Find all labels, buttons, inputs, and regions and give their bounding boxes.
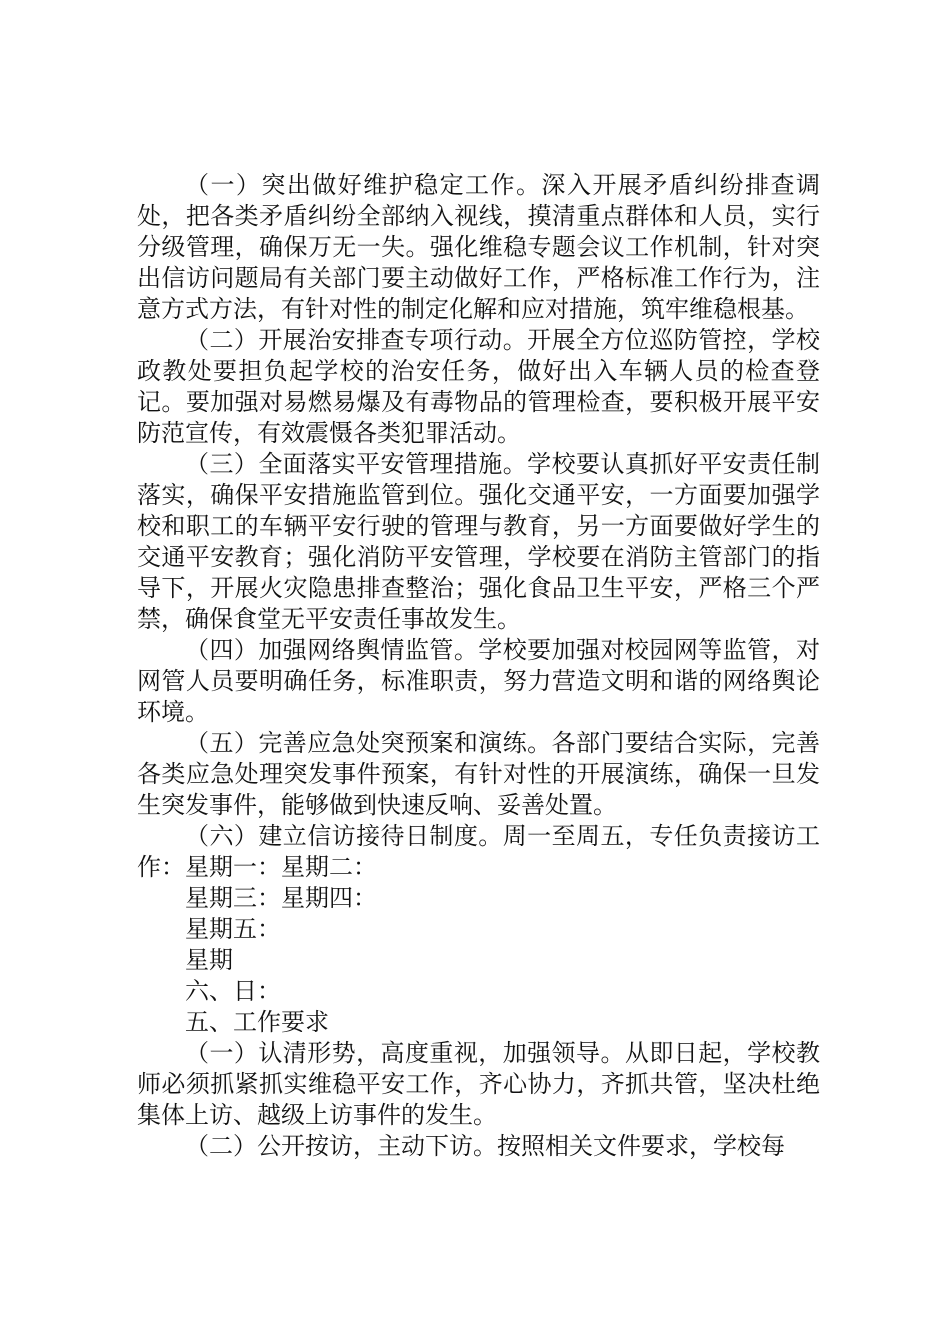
paragraph-petition-reception: （六）建立信访接待日制度。周一至周五，专任负责接访工作：星期一：星期二：	[137, 822, 820, 881]
schedule-line-fri: 星期五：	[185, 915, 281, 943]
document-body	[137, 170, 820, 1162]
paragraph-safety-measures: （三）全面落实平安管理措施。学校要认真抓好平安责任制落实，确保平安措施监管到位。强化交通平安，一方面要加强学校和职工的车辆平安行驶的管理与教育，另一方面要做好学生的交通平安教育；强化消防平安管理，学校要在消防主管部门的指导下，开展火灾隐患排查整治；强化食品卫生平安，严格三个严禁，确保食堂无平安责任事故发生。	[137, 450, 820, 633]
section-heading-work-requirements: 五、工作要求	[185, 1008, 329, 1036]
paragraph-public-security-campaign: （二）开展治安排查专项行动。开展全方位巡防管控，学校政教处要担负起学校的治安任务，做好出入车辆人员的检查登记。要加强对易燃易爆及有毒物品的管理检查，要积极开展平安防范宣传，有效震慑各类犯罪活动。	[137, 326, 820, 447]
paragraph-requirement-leadership: （一）认清形势，高度重视，加强领导。从即日起，学校教师必须抓紧抓实维稳平安工作，齐心协力，齐抓共管，坚决杜绝集体上访、越级上访事件的发生。	[137, 1039, 820, 1129]
schedule-line-sat-sun: 六、日：	[185, 977, 281, 1005]
paragraph-online-opinion: （四）加强网络舆情监管。学校要加强对校园网等监管，对网管人员要明确任务，标准职责，努力营造文明和谐的网络舆论环境。	[137, 636, 820, 726]
paragraph-emergency-plans: （五）完善应急处突预案和演练。各部门要结合实际，完善各类应急处理突发事件预案，有针对性的开展演练，确保一旦发生突发事件，能够做到快速反响、妥善处置。	[137, 729, 820, 819]
schedule-line-wed-thu: 星期三：星期四：	[185, 884, 377, 912]
paragraph-stability-work: （一）突出做好维护稳定工作。深入开展矛盾纠纷排查调处，把各类矛盾纠纷全部纳入视线，摸清重点群体和人员，实行分级管理，确保万无一失。强化维稳专题会议工作机制，针对突出信访问题局有关部门要主动做好工作，严格标准工作行为，注意方式方法，有针对性的制定化解和应对措施，筑牢维稳根基。	[137, 171, 820, 323]
schedule-line-weekday: 星期	[185, 946, 233, 974]
paragraph-requirement-visits: （二）公开按访，主动下访。按照相关文件要求，学校每	[185, 1132, 785, 1160]
